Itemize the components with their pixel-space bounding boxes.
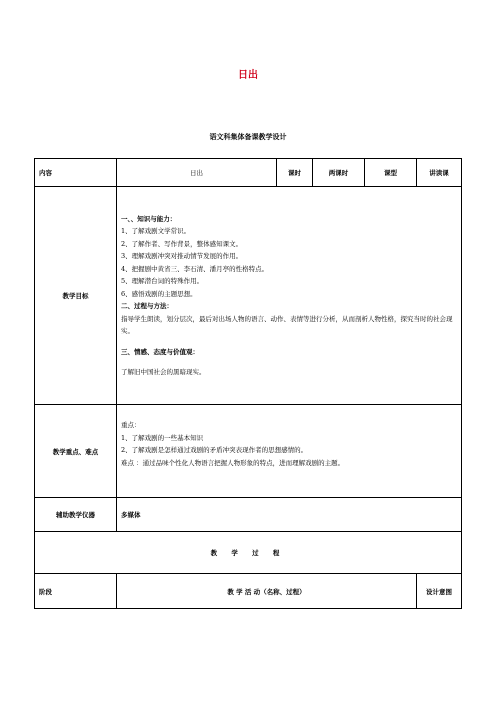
- objective-item: 5、理解潜台词的特殊作用。: [121, 277, 204, 285]
- aids-label: 辅助教学仪器: [35, 498, 117, 532]
- objectives-row: [35, 187, 462, 405]
- objective-item: 2、了解作者、写作背景，整体感知课文。: [121, 239, 243, 248]
- objectives-section2-text: 指导学生朗读，划分层次，最后对出场人物的语言、动作、表情等进行分析，从而剖析人物性格，探究当时的社会现实。: [121, 314, 453, 335]
- key-points-label: 教学重点、难点: [35, 405, 117, 498]
- key-point-line: 2、了解戏剧是怎样通过戏剧的矛盾冲突表现作者的思想感情的。: [121, 446, 308, 454]
- design-intent-label: 设计意图: [417, 574, 462, 609]
- objectives-section1-title: 一、、知识与能力：: [121, 214, 177, 223]
- process-heading: 教 学 过 程: [35, 532, 462, 574]
- lesson-type-value: 讲读课: [417, 159, 462, 187]
- key-point-line: 重点：: [121, 421, 141, 429]
- aids-value: 多媒体: [117, 498, 462, 532]
- key-point-line: 1、了解戏剧的一些基本知识: [121, 433, 204, 442]
- lesson-name: 日出: [117, 159, 277, 187]
- document-subtitle: 语文科集体备课教学设计: [209, 133, 287, 141]
- objective-item: 6、感悟戏剧的主题思想。: [121, 289, 197, 298]
- lesson-plan-table: [34, 158, 462, 609]
- objectives-section3-text: 了解旧中国社会的黑暗现实。: [121, 368, 206, 376]
- content-label: 内容: [35, 159, 117, 187]
- process-row: [35, 532, 462, 574]
- objectives-content: [117, 187, 462, 405]
- objectives-section2-title: 二、过程与方法：: [121, 302, 173, 310]
- objectives-label: 教学目标: [35, 187, 117, 405]
- objective-item: 4、把握剧中黄省三、李石清、潘月亭的性格特点。: [121, 264, 269, 273]
- key-points-row: [35, 405, 462, 498]
- key-points-content: [117, 405, 462, 498]
- footer-row: [35, 574, 462, 609]
- stage-label: 阶段: [35, 574, 117, 609]
- activity-label: 教 学 活 动（名称、过程）: [117, 574, 417, 609]
- periods-label: 课时: [277, 159, 313, 187]
- lesson-type-label: 课型: [365, 159, 417, 187]
- objectives-section3-title: 三、情感、态度与价值观：: [121, 347, 199, 356]
- header-row: [35, 159, 462, 187]
- aids-row: [35, 498, 462, 532]
- document-title: 日出: [238, 70, 258, 81]
- key-point-line: 难点 ：通过品味个性化人物语言把握人物形象的特点，进而理解戏剧的主题。: [121, 458, 345, 467]
- objective-item: 1、了解戏剧文学常识。: [121, 227, 191, 235]
- periods-value: 两课时: [313, 159, 365, 187]
- objective-item: 3、理解戏剧冲突对推动情节发展的作用。: [121, 252, 243, 260]
